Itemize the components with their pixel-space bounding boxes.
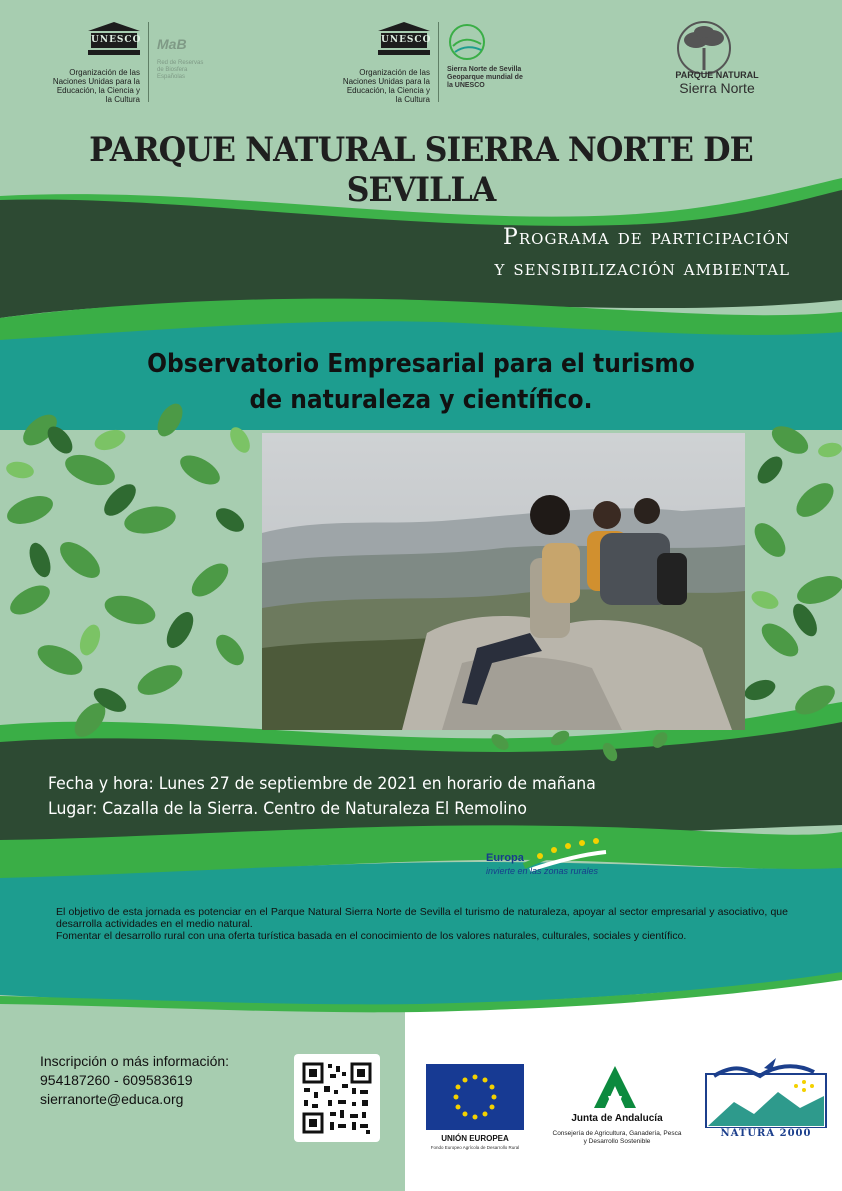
europa-label: Europa [486,852,524,864]
natura-2000-logo [704,1056,828,1128]
junta-label: Junta de Andalucía [571,1113,663,1124]
geopark-icon [447,22,491,62]
eu-flag-logo [426,1064,524,1130]
unesco-org-text: Organización de las Naciones Unidas para la Educación, la Ciencia y la Cultura [52,68,140,104]
event-place: Lugar: Cazalla de la Sierra. Centro de Naturaleza El Remolino [48,799,528,819]
event-title: Observatorio Empresarial para el turismo de naturaleza y científico. [147,349,695,415]
contact-info [40,1052,229,1109]
junta-andalucia-icon [588,1064,642,1110]
program-heading: Programa de participación y sensibilización ambiental [494,225,790,281]
europa-sublabel: invierte en las zonas rurales [486,866,599,876]
page-title: PARQUE NATURAL SIERRA NORTE DE SEVILLA [89,130,753,210]
contact-phone[interactable]: 954187260 - 609583619 [40,1072,193,1088]
contact-label: Inscripción o más información: [40,1053,230,1069]
natura-label: NATURA 2000 [720,1128,812,1139]
eu-label: UNIÓN EUROPEA [441,1134,509,1143]
unesco-org-text: Organización de las Naciones Unidas para la Educación, la Ciencia y la Cultura [342,68,430,104]
description [56,906,788,942]
description-p1: El objetivo de esta jornada es potenciar en el Parque Natural Sierra Norte de Sevilla el turismo de naturaleza, apoyar al sector empresarial y asociativo, que desarrolla actividades en el medio natural. [56,906,788,930]
tree-icon [664,18,744,74]
event-date: Fecha y hora: Lunes 27 de septiembre de 2021 en horario de mañana [48,774,596,794]
parque-natural-logo: PARQUE NATURAL Sierra Norte [675,70,759,96]
hikers-photo [262,433,745,730]
unesco-geopark-logo [340,22,527,104]
contact-email[interactable]: sierranorte@educa.org [40,1091,184,1107]
qr-code[interactable] [294,1054,380,1142]
junta-department: Consejería de Agricultura, Ganadería, Pesca y Desarrollo Sostenible [552,1130,682,1145]
event-details [48,772,596,822]
description-p2: Fomentar el desarrollo rural con una oferta turística basada en el conocimiento de los valores naturales, culturales, sociales y científico. [56,930,687,942]
unesco-mab-logo [50,22,205,104]
mab-logo: MaB [157,36,187,52]
geopark-text: Sierra Norte de Sevilla Geoparque mundial de la UNESCO [447,66,523,89]
eu-fund-label: Fondo Europeo Agrícola de Desarrollo Rural [430,1145,520,1150]
unesco-temple-icon: UNESCO [88,22,140,62]
mab-text: Red de Reservas de Biosfera Españolas [157,60,204,80]
unesco-temple-icon: UNESCO [378,22,430,62]
